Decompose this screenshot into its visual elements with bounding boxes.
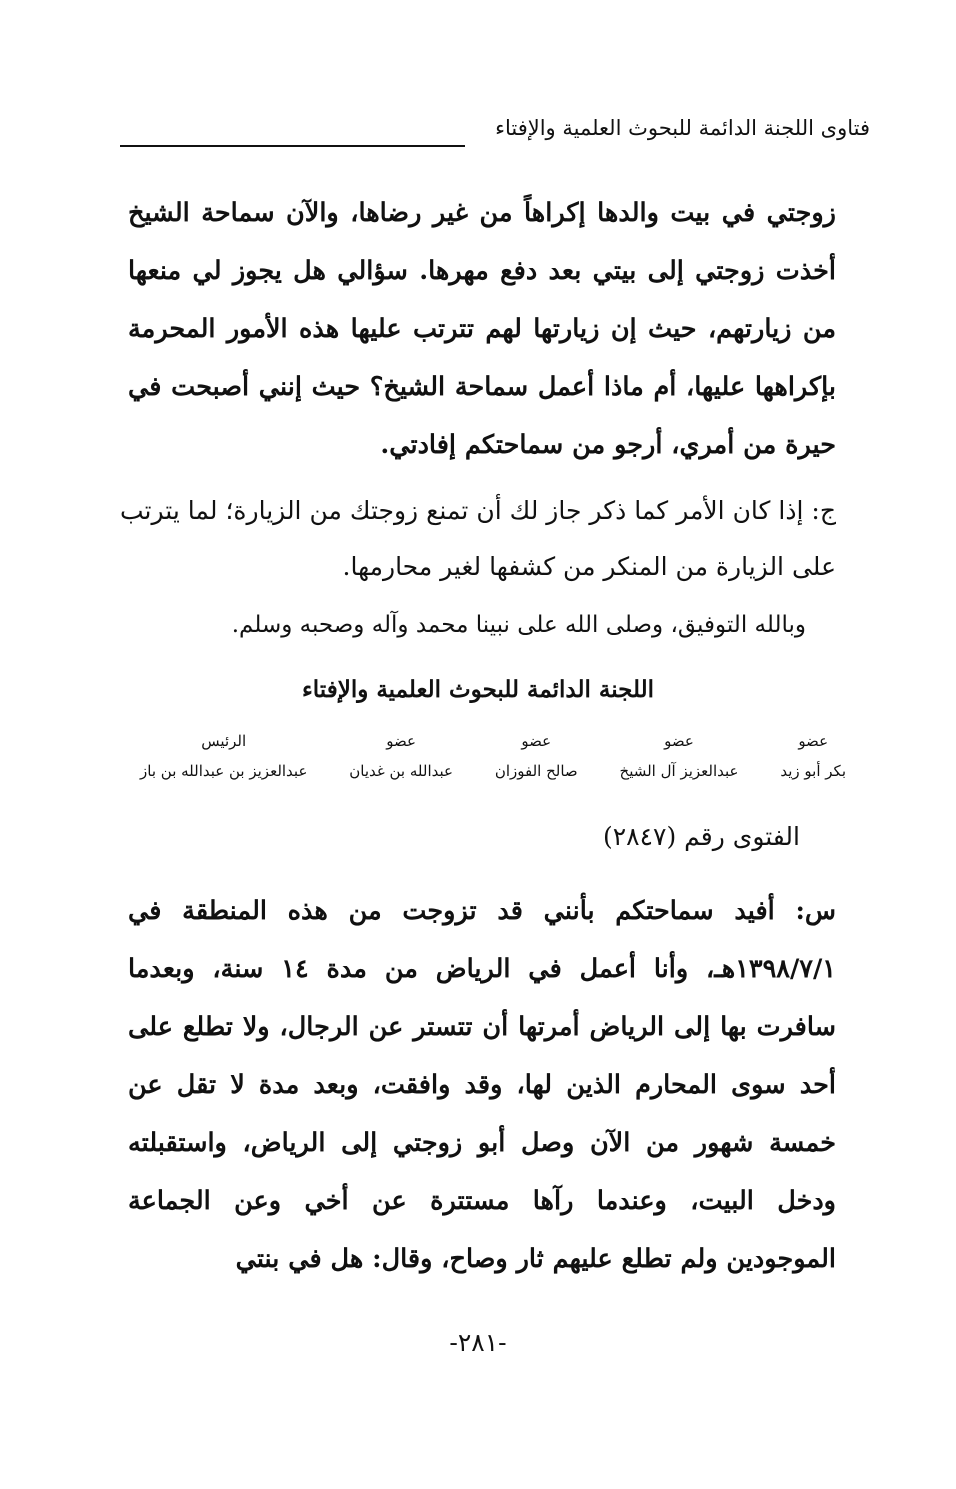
signatory bbox=[349, 726, 453, 786]
signatory-role: الرئيس bbox=[201, 732, 247, 750]
question-paragraph: زوجتي في بيت والدها إكراهاً من غير رضاها، والآن سماحة الشيخ أخذت زوجتي إلى بيتي بعد دفع مهرها. سؤالي هل يجوز لي منعها من زيارتهم، حيث إن زيارتها لهم تترتب عليها هذه الأمور المحرمة بإكراهها عليها، أم ماذا أعمل سماحة الشيخ؟ حيث إنني أصبحت في حيرة من أمري، أرجو من سماحتكم إفادتي. bbox=[128, 198, 836, 460]
signatory-name: عبدالله بن غديان bbox=[349, 762, 453, 780]
signatory-name: صالح الفوزان bbox=[494, 762, 578, 780]
signatory-name: بكر أبو زيد bbox=[780, 762, 846, 780]
page-number: -٢٨١- bbox=[449, 1328, 507, 1357]
closing-formula: وبالله التوفيق، وصلى الله على نبينا محمد وآله وصحبه وسلم. bbox=[231, 612, 806, 638]
signatory-role: عضو bbox=[664, 732, 694, 750]
fatwa-number: الفتوى رقم (٢٨٤٧) bbox=[602, 822, 800, 851]
committee-title: اللجنة الدائمة للبحوث العلمية والإفتاء bbox=[301, 676, 655, 703]
signatory bbox=[495, 726, 578, 786]
signatory-role: عضو bbox=[521, 732, 552, 750]
signatory-name: عبدالعزيز بن عبدالله بن باز bbox=[140, 762, 308, 780]
signatory bbox=[620, 726, 739, 786]
signatory-role: عضو bbox=[798, 732, 829, 750]
header-rule bbox=[120, 145, 465, 147]
signatory-name: عبدالعزيز آل الشيخ bbox=[619, 762, 739, 780]
signatories bbox=[140, 726, 846, 786]
running-header-title: فتاوى اللجنة الدائمة للبحوث العلمية والإفتاء bbox=[495, 116, 870, 140]
signatory-role: عضو bbox=[386, 732, 416, 750]
answer-paragraph: ج: إذا كان الأمر كما ذكر جاز لك أن تمنع زوجتك من الزيارة؛ لما يترتب على الزيارة من المنكر من كشفها لغير محارمها. bbox=[120, 496, 836, 581]
running-header bbox=[120, 116, 870, 156]
signatory bbox=[780, 726, 846, 786]
question-paragraph: س: أفيد سماحتكم بأنني قد تزوجت من هذه المنطقة في ١٣٩٨/٧/١هـ، وأنا أعمل في الرياض من مدة ١٤ سنة، وبعدما سافرت بها إلى الرياض أمرتها أن تتستر عن الرجال، ولا تطلع على أحد سوى المحارم الذين لها، وقد وافقت، وبعد مدة لا تقل عن خمسة شهور من الآن وصل أبو زوجتي إلى الرياض، واستقبلته ودخل البيت، وعندما رآها مستترة عن أخي وعن الجماعة الموجودين ولم تطلع عليهم ثار وصاح، وقال: هل في بنتي bbox=[128, 896, 836, 1274]
signatory bbox=[140, 726, 307, 786]
